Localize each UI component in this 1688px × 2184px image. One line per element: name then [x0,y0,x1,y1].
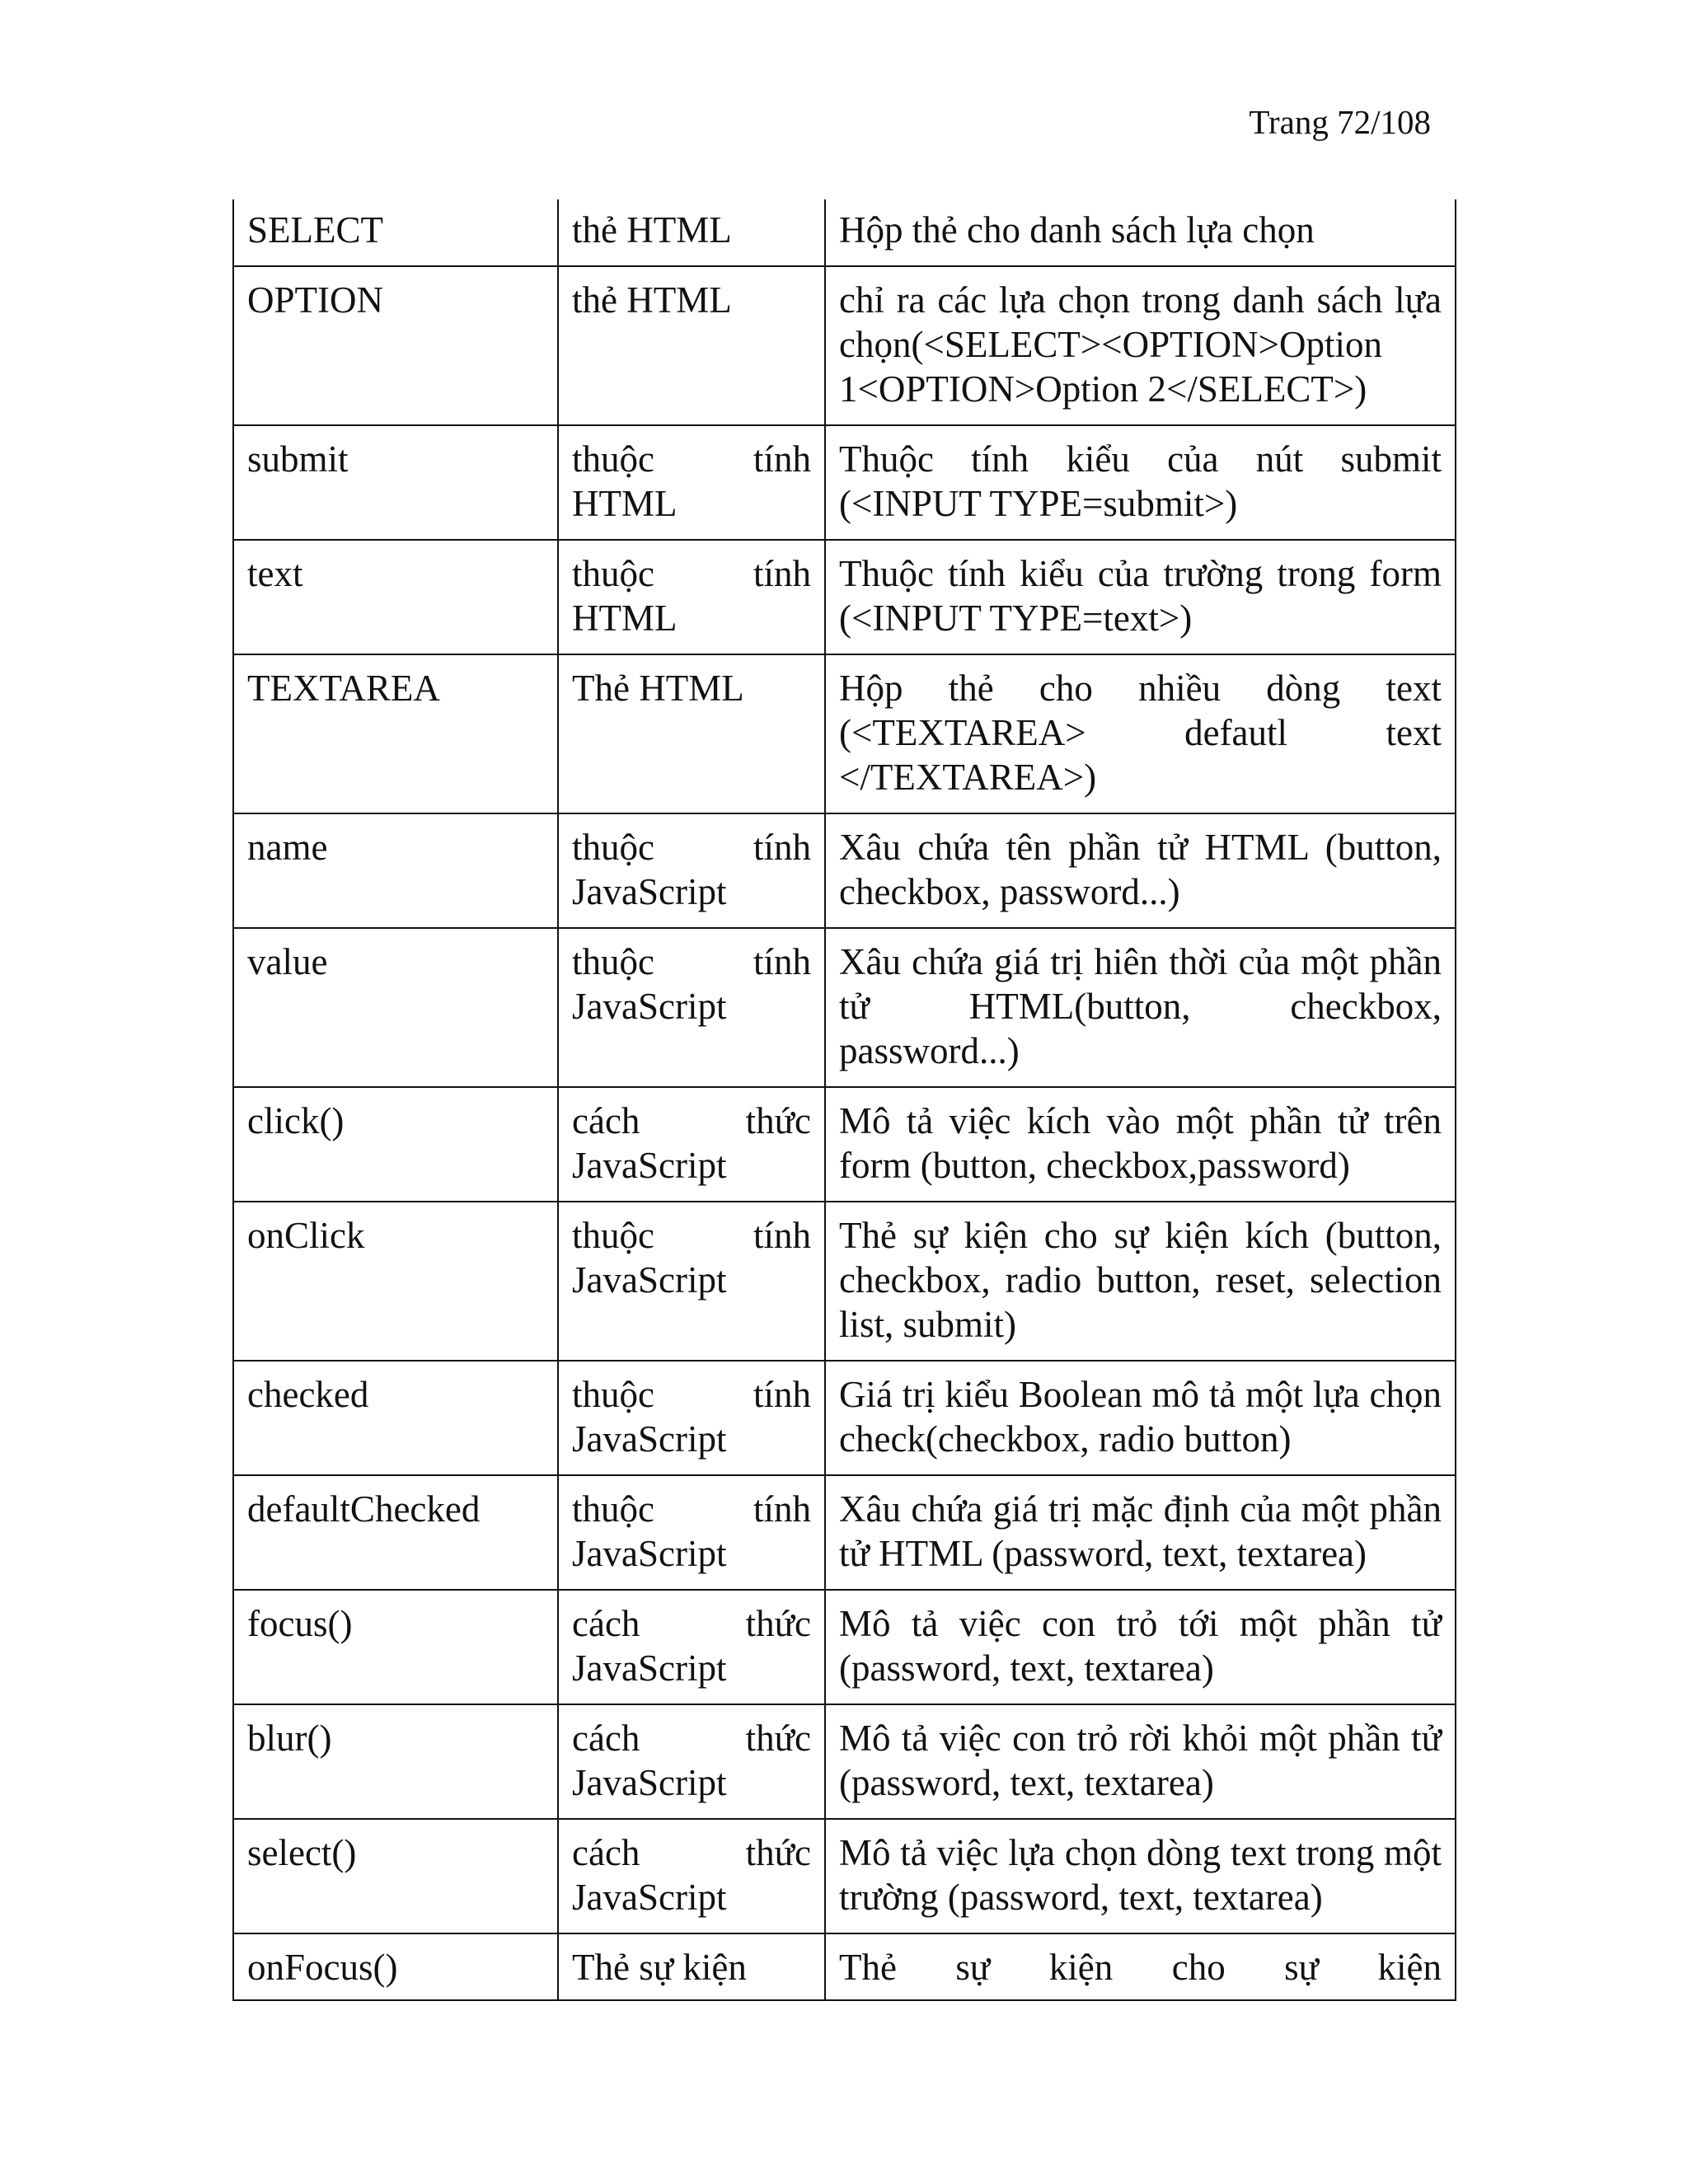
table-row [233,1475,1456,1590]
element-description-cell: Thuộc tính kiểu của trường trong form (<INPUT TYPE=text>) [825,540,1456,654]
element-description-cell: Hộp thẻ cho danh sách lựa chọn [825,199,1456,266]
element-type-cell: thuộc tính JavaScript [558,928,825,1087]
table-row [233,1933,1456,2000]
element-name-cell: name [233,813,558,928]
element-name-cell: checked [233,1361,558,1475]
element-description-cell: Thuộc tính kiểu của nút submit (<INPUT TYPE=submit>) [825,425,1456,540]
table-row [233,813,1456,928]
element-description-cell: Mô tả việc kích vào một phần tử trên form (button, checkbox,password) [825,1087,1456,1202]
element-name-cell: OPTION [233,266,558,425]
element-name-cell: onClick [233,1202,558,1361]
element-type-cell: thuộc tính JavaScript [558,813,825,928]
element-type-cell: thẻ HTML [558,199,825,266]
table-row [233,1819,1456,1933]
element-description-cell: Xâu chứa tên phần tử HTML (button, checkbox, password...) [825,813,1456,928]
table-row [233,654,1456,813]
element-name-cell: text [233,540,558,654]
table-row [233,425,1456,540]
element-type-cell: thuộc tính HTML [558,540,825,654]
element-description-cell: chỉ ra các lựa chọn trong danh sách lựa chọn(<SELECT><OPTION>Option 1<OPTION>Option 2</SELECT>) [825,266,1456,425]
element-name-cell: click() [233,1087,558,1202]
reference-table [232,199,1456,2001]
table-row [233,1361,1456,1475]
element-description-cell: Mô tả việc con trỏ rời khỏi một phần tử (password, text, textarea) [825,1704,1456,1819]
element-description-cell: Mô tả việc lựa chọn dòng text trong một trường (password, text, textarea) [825,1819,1456,1933]
element-type-cell: thuộc tính HTML [558,425,825,540]
element-name-cell: TEXTAREA [233,654,558,813]
element-description-cell: Xâu chứa giá trị hiên thời của một phần tử HTML(button, checkbox, password...) [825,928,1456,1087]
element-name-cell: value [233,928,558,1087]
element-type-cell: cách thức JavaScript [558,1087,825,1202]
element-name-cell: select() [233,1819,558,1933]
table-row [233,1590,1456,1704]
element-name-cell: submit [233,425,558,540]
element-description-cell: Thẻ sự kiện cho sự kiện [825,1933,1456,2000]
element-type-cell: cách thức JavaScript [558,1590,825,1704]
element-type-cell: Thẻ HTML [558,654,825,813]
element-name-cell: defaultChecked [233,1475,558,1590]
element-description-cell: Giá trị kiểu Boolean mô tả một lựa chọn check(checkbox, radio button) [825,1361,1456,1475]
element-type-cell: thuộc tính JavaScript [558,1361,825,1475]
element-type-cell: cách thức JavaScript [558,1819,825,1933]
table-row [233,266,1456,425]
table-row [233,1704,1456,1819]
element-type-cell: thuộc tính JavaScript [558,1202,825,1361]
table-row [233,1202,1456,1361]
element-type-cell: cách thức JavaScript [558,1704,825,1819]
table-row [233,540,1456,654]
element-type-cell: Thẻ sự kiện [558,1933,825,2000]
element-description-cell: Xâu chứa giá trị mặc định của một phần tử HTML (password, text, textarea) [825,1475,1456,1590]
table-row [233,928,1456,1087]
element-description-cell: Mô tả việc con trỏ tới một phần tử (password, text, textarea) [825,1590,1456,1704]
element-type-cell: thẻ HTML [558,266,825,425]
page-number: Trang 72/108 [1249,103,1431,141]
element-name-cell: focus() [233,1590,558,1704]
element-description-cell: Thẻ sự kiện cho sự kiện kích (button, checkbox, radio button, reset, selection list, submit) [825,1202,1456,1361]
element-name-cell: blur() [233,1704,558,1819]
element-name-cell: onFocus() [233,1933,558,2000]
element-type-cell: thuộc tính JavaScript [558,1475,825,1590]
table-row [233,1087,1456,1202]
element-name-cell: SELECT [233,199,558,266]
table-row [233,199,1456,266]
element-description-cell: Hộp thẻ cho nhiều dòng text (<TEXTAREA> defautl text </TEXTAREA>) [825,654,1456,813]
